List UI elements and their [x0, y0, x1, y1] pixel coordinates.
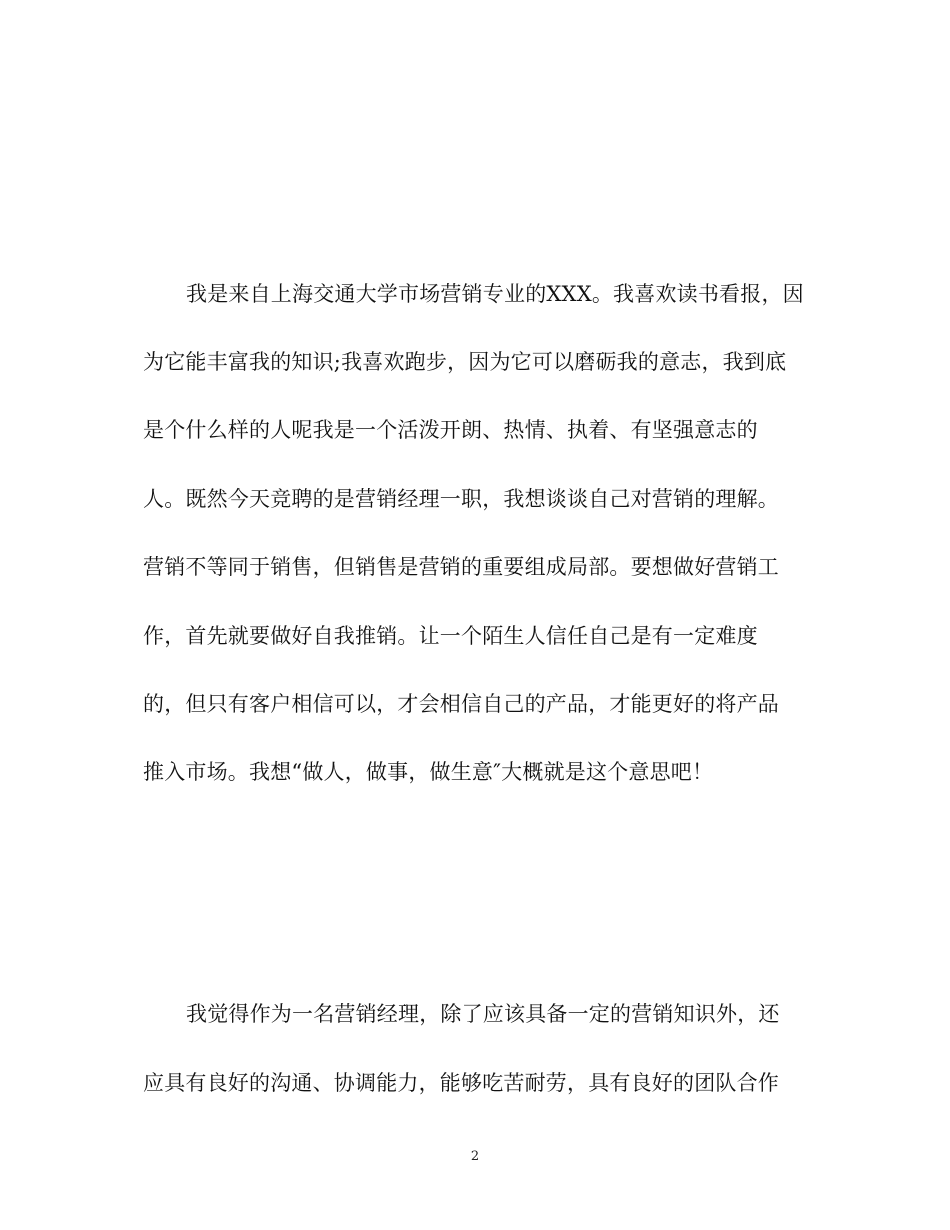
paragraph-1-line-7: 的，但只有客户相信可以，才会相信自己的产品，才能更好的将产品 [143, 692, 779, 716]
paragraph-2-line-2: 应具有良好的沟通、协调能力，能够吃苦耐劳，具有良好的团队合作 [143, 1071, 779, 1095]
paragraph-1-line-3: 是个什么样的人呢我是一个活泼开朗、热情、执着、有坚强意志的 [143, 418, 758, 442]
paragraph-1-line-6: 作，首先就要做好自我推销。让一个陌生人信任自己是有一定难度 [143, 624, 758, 648]
paragraph-1-line-1: 我是来自上海交通大学市场营销专业的XXX。我喜欢读书看报，因 [186, 282, 804, 306]
paragraph-1-line-5: 营销不等同于销售，但销售是营销的重要组成局部。要想做好营销工 [143, 555, 779, 579]
page-number: 2 [470, 1149, 480, 1164]
paragraph-2-line-1: 我觉得作为一名营销经理，除了应该具备一定的营销知识外，还 [186, 1002, 780, 1026]
paragraph-1-line-2: 为它能丰富我的知识;我喜欢跑步，因为它可以磨砺我的意志，我到底 [143, 350, 787, 374]
paragraph-1-line-8: 推入市场。我想“做人，做事，做生意″大概就是这个意思吧！ [143, 760, 714, 784]
paragraph-1-line-4: 人。既然今天竞聘的是营销经理一职，我想谈谈自己对营销的理解。 [143, 487, 779, 511]
